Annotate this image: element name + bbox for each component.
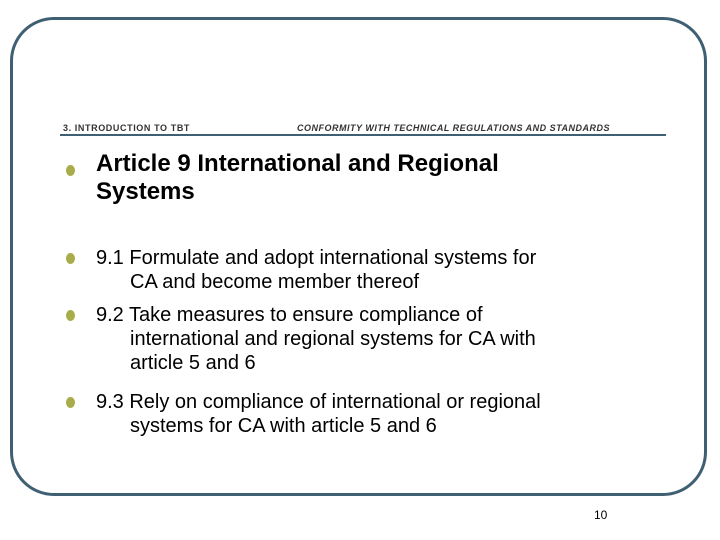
header-divider (60, 134, 666, 136)
page-number: 10 (594, 508, 608, 522)
item-text: 9.1 Formulate and adopt international systems for (96, 247, 537, 269)
item-text-continued: article 5 and 6 (130, 352, 256, 374)
list-item (96, 303, 536, 375)
item-text-continued: systems for CA with article 5 and 6 (130, 415, 437, 437)
list-item (96, 390, 541, 438)
title-line-1: Article 9 International and Regional (96, 150, 499, 177)
item-text: 9.2 Take measures to ensure compliance of (96, 304, 483, 326)
topic-header: CONFORMITY WITH TECHNICAL REGULATIONS AND STANDARDS (297, 123, 610, 133)
title-line-2: Systems (96, 178, 195, 205)
bullet-icon (66, 253, 75, 264)
section-header: 3. INTRODUCTION TO TBT (63, 123, 191, 133)
item-text-continued: international and regional systems for CA with (130, 328, 536, 350)
bullet-icon (66, 397, 75, 408)
list-item (96, 246, 536, 294)
bullet-icon (66, 310, 75, 321)
slide-title (96, 150, 499, 206)
bullet-icon (66, 165, 75, 176)
item-text-continued: CA and become member thereof (130, 271, 420, 293)
item-text: 9.3 Rely on compliance of international or regional (96, 391, 541, 413)
